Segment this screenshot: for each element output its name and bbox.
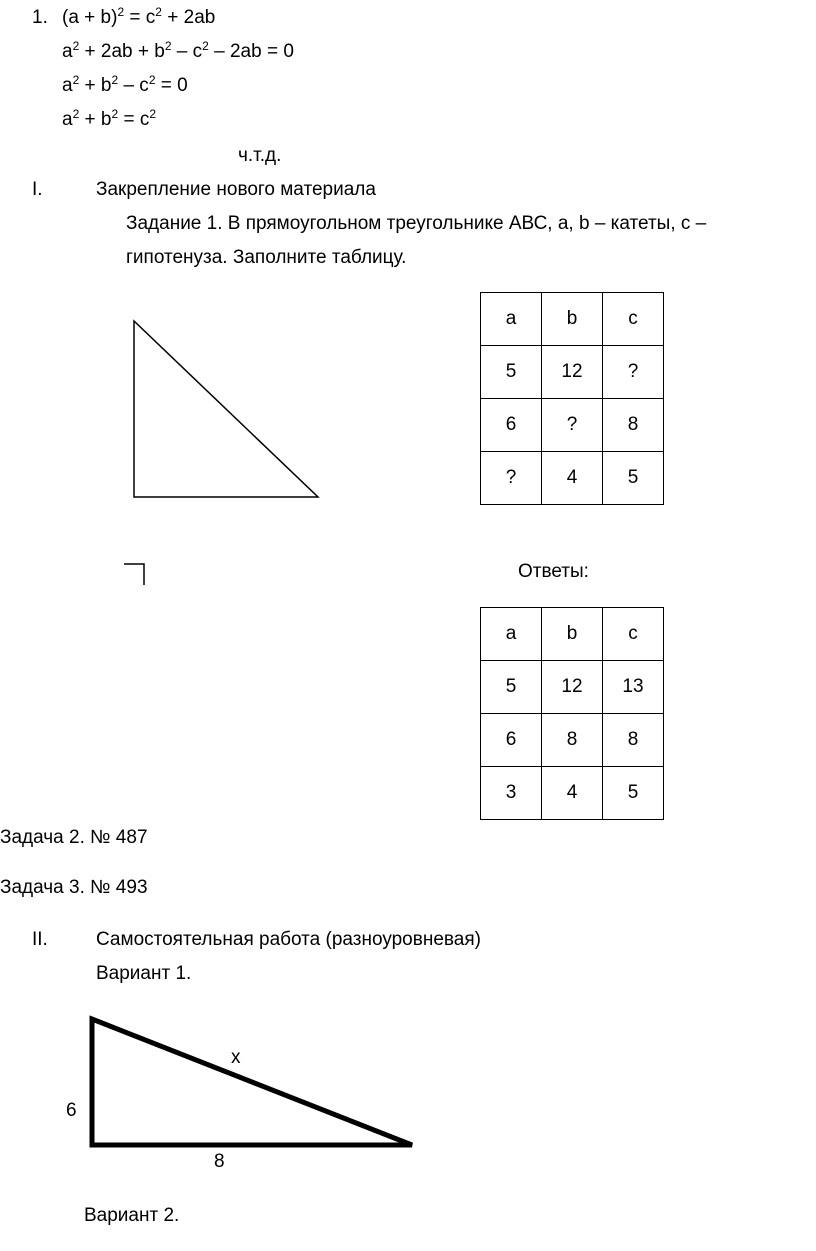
term: + b	[79, 75, 112, 96]
table-header-cell: a	[481, 293, 542, 346]
table-cell: 12	[542, 661, 603, 714]
table-header-cell: a	[481, 608, 542, 661]
exponent: 2	[117, 5, 125, 19]
proof-line-1-rest1: = c	[124, 7, 156, 28]
exponent: 2	[164, 39, 172, 53]
exponent: 2	[72, 39, 80, 53]
section-2-numeral: II.	[32, 929, 48, 950]
right-triangle-abc	[134, 321, 318, 497]
variant-2-label: Вариант 2.	[84, 1205, 180, 1226]
term: – c	[118, 75, 149, 96]
section-2-title: Самостоятельная работа (разноуровневая)	[96, 929, 481, 950]
table-cell: 6	[481, 399, 542, 452]
section-1-title: Закрепление нового материала	[96, 179, 376, 200]
term: = c	[118, 109, 150, 130]
table-cell: 4	[542, 767, 603, 820]
table-cell: 5	[481, 661, 542, 714]
table-header-cell: c	[603, 608, 664, 661]
variant-1-label: Вариант 1.	[96, 963, 192, 984]
term: + 2ab + b	[79, 41, 165, 62]
table-header-cell: b	[542, 608, 603, 661]
table-cell: 4	[542, 452, 603, 505]
term: + b	[79, 109, 112, 130]
qed-mark: ч.т.д.	[238, 145, 282, 166]
term: a	[62, 41, 73, 62]
exponent: 2	[148, 73, 156, 87]
exponent: 2	[202, 39, 209, 53]
exponent: 2	[149, 107, 157, 121]
task-1-text-line-1: Задание 1. В прямоугольном треугольнике АВС, a, b – катеты, c –	[126, 213, 707, 234]
proof-line-1-rest2: + 2ab	[161, 7, 216, 28]
table-cell: ?	[542, 399, 603, 452]
section-1-numeral: I.	[32, 179, 43, 200]
table-cell: 8	[542, 714, 603, 767]
term: = 0	[155, 75, 188, 96]
horizontal-leg-label: 8	[214, 1151, 225, 1172]
term: a	[62, 75, 73, 96]
table-cell: 5	[481, 346, 542, 399]
task-1-text-line-2: гипотенуза. Заполните таблицу.	[126, 247, 407, 268]
table-cell: 5	[603, 767, 664, 820]
term: – 2ab = 0	[208, 41, 294, 62]
table-header-cell: b	[542, 293, 603, 346]
exponent: 2	[111, 73, 119, 87]
table-cell: 12	[542, 346, 603, 399]
term: – c	[171, 41, 203, 62]
table-cell: ?	[603, 346, 664, 399]
table-cell: 5	[603, 452, 664, 505]
table-cell: 6	[481, 714, 542, 767]
exponent: 2	[155, 5, 162, 19]
proof-number: 1.	[32, 7, 48, 28]
table-cell: ?	[481, 452, 542, 505]
term: a	[62, 109, 73, 130]
task-2-text: Задача 2. № 487	[0, 827, 148, 848]
hypotenuse-label: x	[231, 1047, 241, 1068]
table-cell: 13	[603, 661, 664, 714]
answers-label: Ответы:	[518, 561, 589, 582]
exponent: 2	[72, 107, 80, 121]
table-cell: 8	[603, 399, 664, 452]
exponent: 2	[72, 73, 80, 87]
table-header-cell: c	[603, 293, 664, 346]
right-angle-mark	[124, 564, 144, 585]
variant-1-triangle	[92, 1019, 412, 1145]
table-cell: 3	[481, 767, 542, 820]
exponent: 2	[111, 107, 119, 121]
table-cell: 8	[603, 714, 664, 767]
vertical-leg-label: 6	[66, 1100, 77, 1121]
proof-line-1-lhs: (a + b)	[62, 7, 118, 28]
task-3-text: Задача 3. № 493	[0, 877, 148, 898]
